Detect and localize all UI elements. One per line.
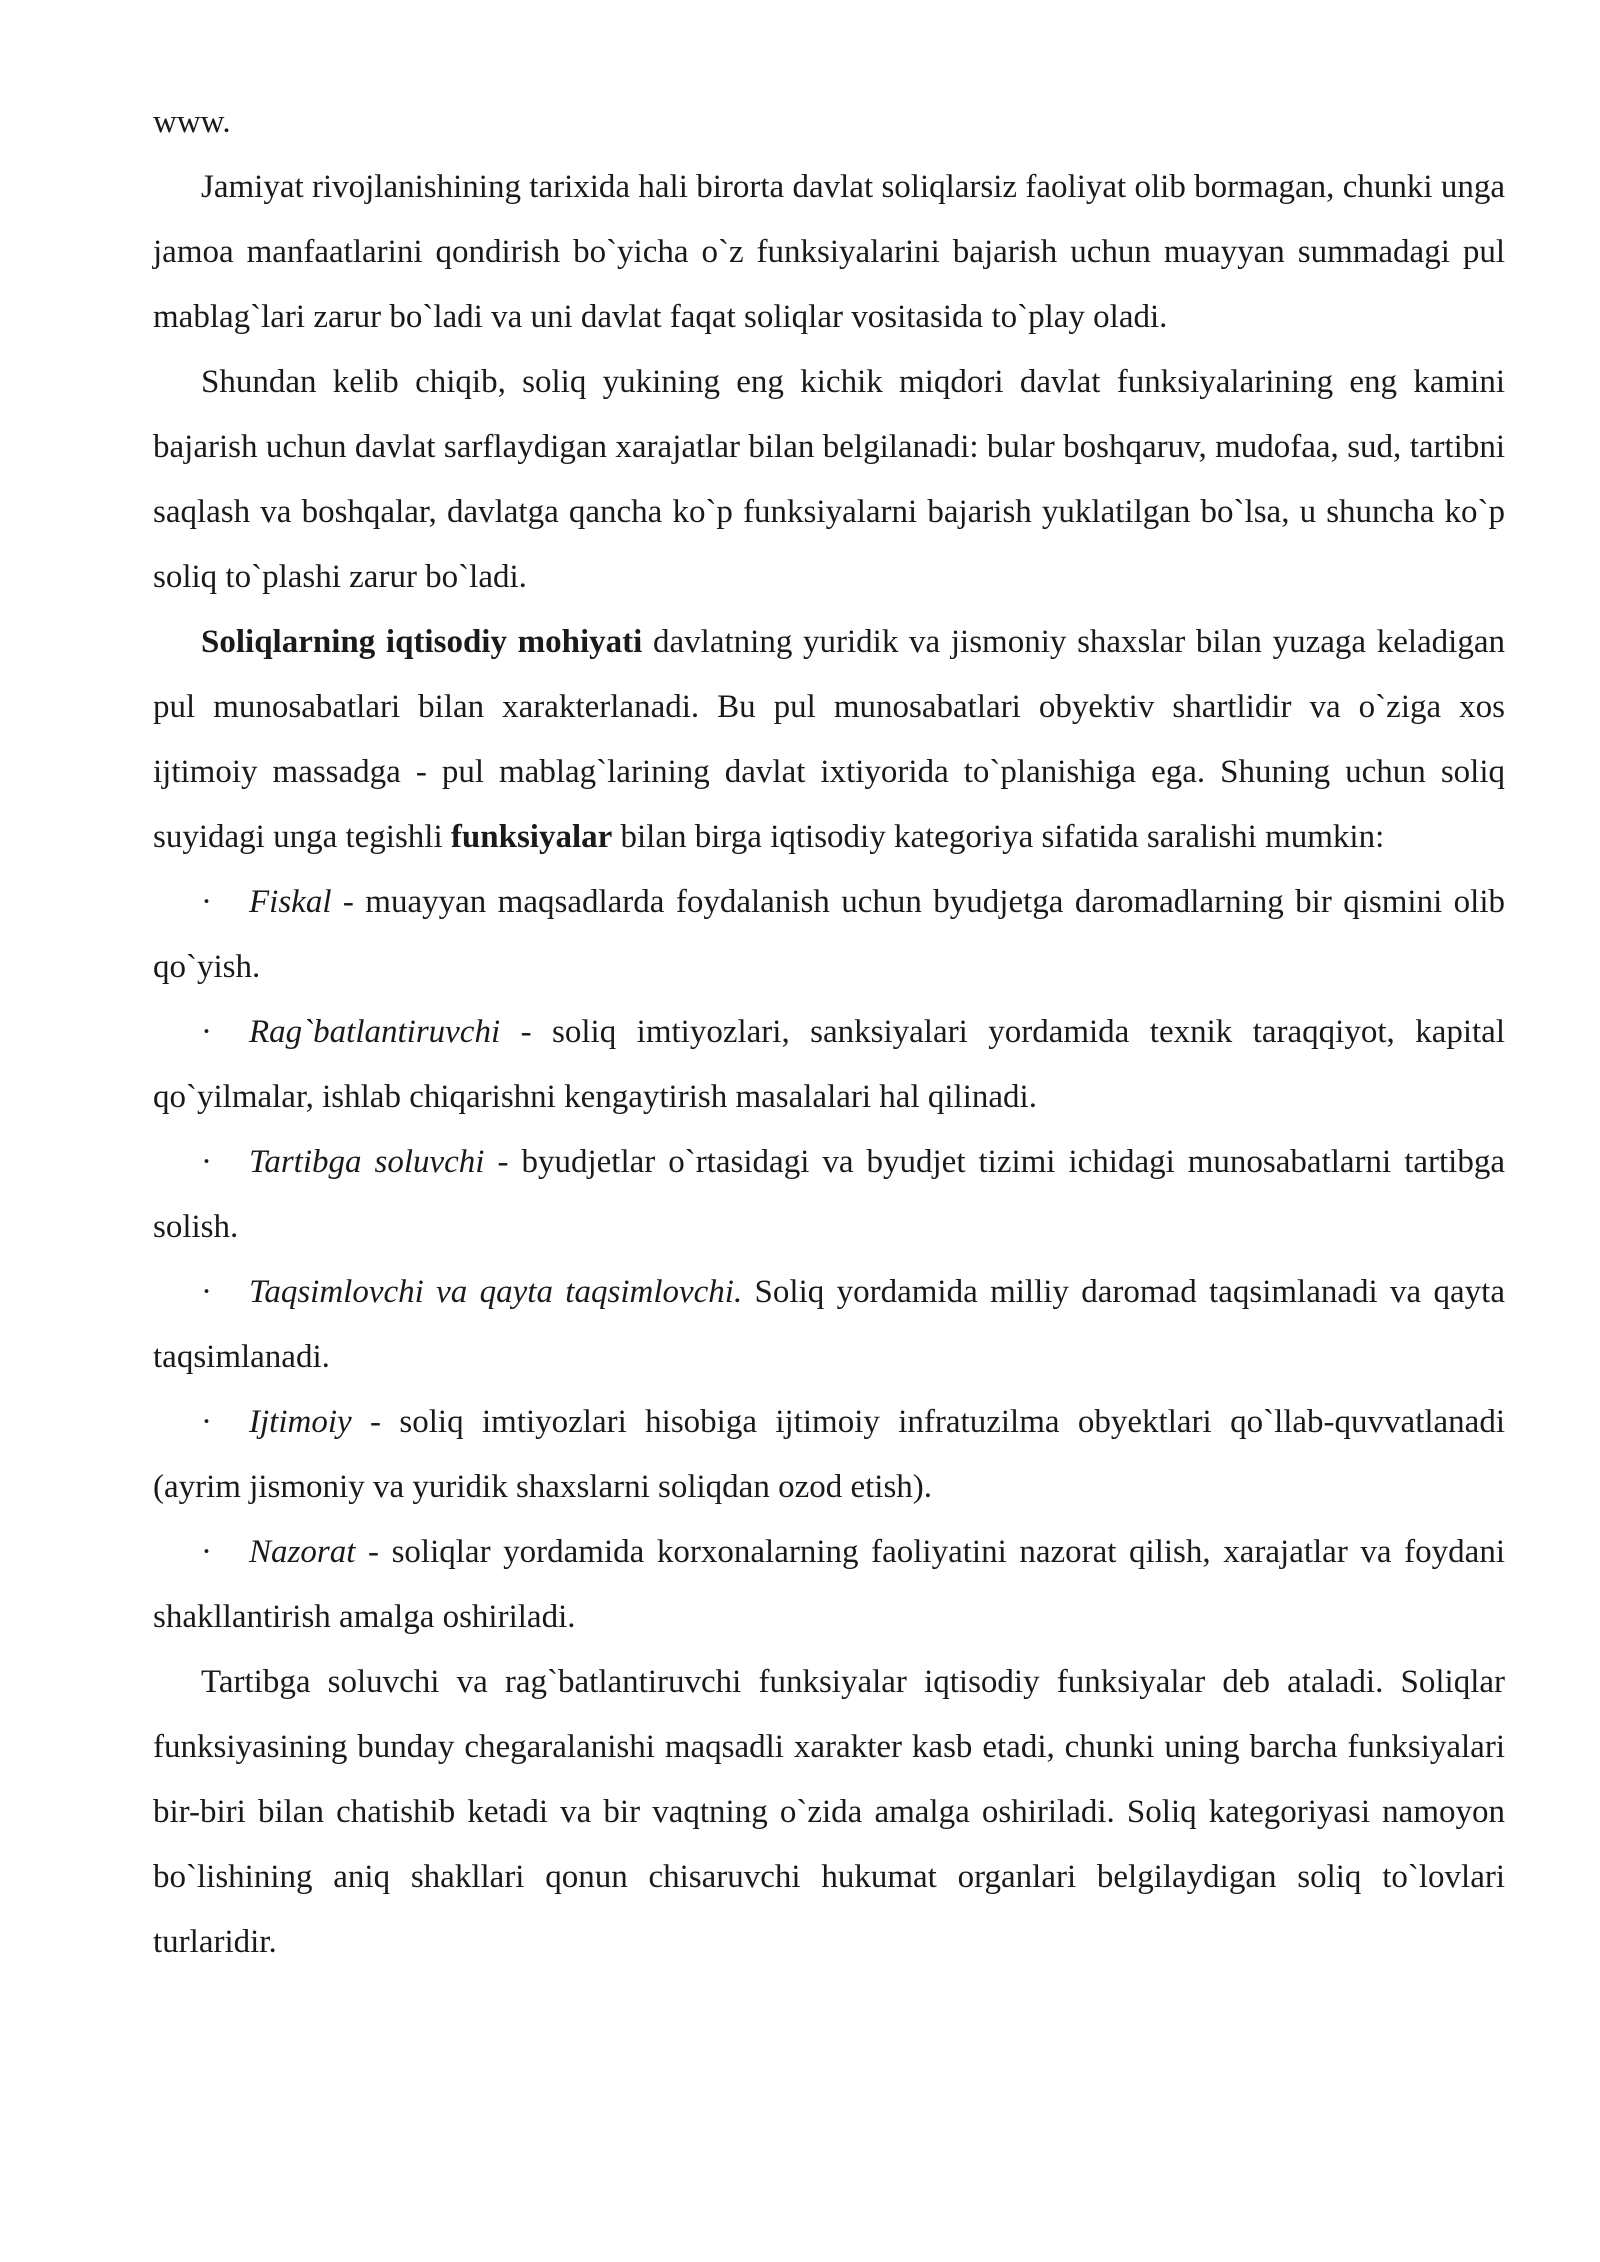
bullet-marker: · [201,884,212,920]
function-description: - soliqlar yordamida korxonalarning faoliyatini nazorat qilish, xarajatlar va foydani shakllantirish amalga oshiriladi. [153,1534,1505,1635]
economic-essence-text-b: bilan birga iqtisodiy kategoriya sifatida saralishi mumkin: [612,819,1385,855]
function-term: Ijtimoiy [249,1404,352,1440]
function-term: Nazorat [249,1534,356,1570]
paragraph-economic-essence [153,610,1505,870]
function-description: - byudjetlar o`rtasidagi va byudjet tizimi ichidagi munosabatlarni tartibga solish. [153,1144,1505,1245]
functions-term: funksiyalar [450,819,613,855]
function-item-social [153,1390,1505,1520]
function-description: - muayyan maqsadlarda foydalanish uchun byudjetga daromadlarning bir qismini olib qo`yish. [153,884,1505,985]
bullet-marker: · [201,1144,212,1180]
document-page [153,90,1505,1975]
bullet-marker: · [201,1014,212,1050]
function-item-incentive [153,1000,1505,1130]
economic-essence-term: Soliqlarning iqtisodiy mohiyati [201,624,643,660]
bullet-marker: · [201,1404,212,1440]
function-item-control [153,1520,1505,1650]
function-item-fiscal [153,870,1505,1000]
bullet-marker: · [201,1274,212,1310]
function-term: Tartibga soluvchi [249,1144,485,1180]
function-term: Rag`batlantiruvchi [249,1014,501,1050]
bullet-marker: · [201,1534,212,1570]
paragraph-history: Jamiyat rivojlanishining tarixida hali birorta davlat soliqlarsiz faoliyat olib bormagan, chunki unga jamoa manfaatlarini qondirish bo`yicha o`z funksiyalarini bajarish uchun muayyan summadagi pul mablag`lari zarur bo`ladi va uni davlat faqat soliqlar vositasida to`play oladi. [153,169,1505,335]
economic-essence-text-a: davlatning yuridik va jismoniy shaxslar bilan yuzaga keladigan pul munosabatlari bilan xarakterlanadi. Bu pul munosabatlari obyektiv shartlidir va o`ziga xos ijtimoiy massadga - pul mablag`larining davlat ixtiyorida to`planishiga ega. Shuning uchun soliq suyidagi unga tegishli [153,624,1505,855]
paragraph-conclusion: Tartibga soluvchi va rag`batlantiruvchi funksiyalar iqtisodiy funksiyalar deb ataladi. Soliqlar funksiyasining bunday chegaralanishi maqsadli xarakter kasb etadi, chunki uning barcha funksiyalari bir-biri bilan chatishib ketadi va bir vaqtning o`zida amalga oshiriladi. Soliq kategoriyasi namoyon bo`lishining aniq shakllari qonun chisaruvchi hukumat organlari belgilaydigan soliq to`lovlari turlaridir. [153,1664,1505,1960]
function-term: Fiskal [249,884,332,920]
function-description: - soliq imtiyozlari, sanksiyalari yordamida texnik taraqqiyot, kapital qo`yilmalar, ishlab chiqarishni kengaytirish masalalari hal qilinadi. [153,1014,1505,1115]
function-item-regulatory [153,1130,1505,1260]
top-line: www. [153,104,231,140]
function-description: Soliq yordamida milliy daromad taqsimlanadi va qayta taqsimlanadi. [153,1274,1505,1375]
function-item-distributive [153,1260,1505,1390]
function-description: - soliq imtiyozlari hisobiga ijtimoiy infratuzilma obyektlari qo`llab-quvvatlanadi (ayrim jismoniy va yuridik shaxslarni soliqdan ozod etish). [153,1404,1505,1505]
paragraph-tax-burden: Shundan kelib chiqib, soliq yukining eng kichik miqdori davlat funksiyalarining eng kamini bajarish uchun davlat sarflaydigan xarajatlar bilan belgilanadi: bular boshqaruv, mudofaa, sud, tartibni saqlash va boshqalar, davlatga qancha ko`p funksiyalarni bajarish yuklatilgan bo`lsa, u shuncha ko`p soliq to`plashi zarur bo`ladi. [153,364,1505,595]
function-term: Taqsimlovchi va qayta taqsimlovchi. [249,1274,743,1310]
